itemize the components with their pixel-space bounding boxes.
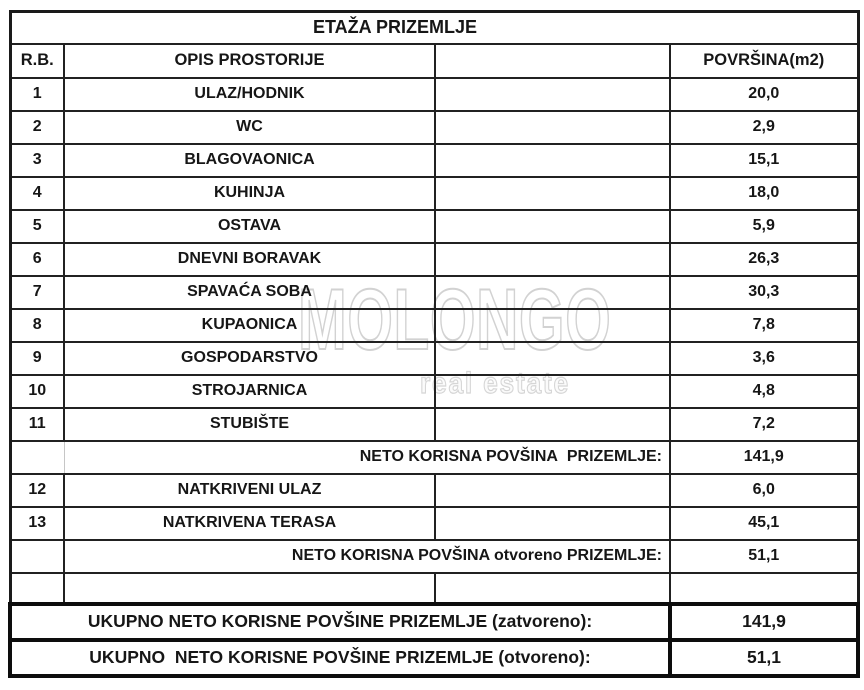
spacer-cell	[435, 342, 670, 375]
table-header-row	[10, 44, 858, 78]
rb-cell: 13	[10, 507, 64, 540]
table-row-item	[10, 276, 858, 309]
table-row-subtotal	[10, 441, 858, 474]
spacer-cell	[435, 507, 670, 540]
room-label-cell: NATKRIVENA TERASA	[64, 507, 435, 540]
subtotal-label-cell: NETO KORISNA POVŠINA PRIZEMLJE:	[64, 441, 670, 474]
header-spacer	[435, 44, 670, 78]
watermark-logo: MOLONGO	[298, 272, 612, 368]
room-label-cell: ULAZ/HODNIK	[64, 78, 435, 111]
room-label-cell: WC	[64, 111, 435, 144]
table-row-item	[10, 243, 858, 276]
area-value-cell: 4,8	[670, 375, 858, 408]
area-value-cell: 45,1	[670, 507, 858, 540]
room-label-cell: KUPAONICA	[64, 309, 435, 342]
room-label-cell: OSTAVA	[64, 210, 435, 243]
area-value-cell: 26,3	[670, 243, 858, 276]
spacer-cell	[435, 177, 670, 210]
header-opis: OPIS PROSTORIJE	[64, 44, 435, 78]
rb-cell: 10	[10, 375, 64, 408]
table-title-row	[10, 12, 858, 44]
watermark-subtitle: real estate	[420, 367, 570, 400]
rb-cell: 4	[10, 177, 64, 210]
empty-cell	[64, 573, 435, 604]
area-value-cell: 15,1	[670, 144, 858, 177]
rb-cell: 2	[10, 111, 64, 144]
spacer-cell	[435, 111, 670, 144]
spacer-cell	[435, 309, 670, 342]
table-row-total	[10, 640, 858, 676]
room-label-cell: NATKRIVENI ULAZ	[64, 474, 435, 507]
spacer-cell	[435, 375, 670, 408]
table-row-item	[10, 78, 858, 111]
area-value-cell: 20,0	[670, 78, 858, 111]
table-row-total	[10, 604, 858, 640]
subtotal-label-cell: NETO KORISNA POVŠINA otvoreno PRIZEMLJE:	[64, 540, 670, 573]
area-value-cell: 2,9	[670, 111, 858, 144]
area-value-cell: 7,8	[670, 309, 858, 342]
table-title: ETAŽA PRIZEMLJE	[10, 12, 858, 44]
rb-cell: 11	[10, 408, 64, 441]
subtotal-value-cell: 141,9	[670, 441, 858, 474]
total-label-cell: UKUPNO NETO KORISNE POVŠINE PRIZEMLJE (zatvoreno):	[10, 604, 670, 640]
spacer-cell	[435, 210, 670, 243]
table-row-item	[10, 375, 858, 408]
header-rb: R.B.	[10, 44, 64, 78]
total-label-cell: UKUPNO NETO KORISNE POVŠINE PRIZEMLJE (otvoreno):	[10, 640, 670, 676]
empty-cell	[435, 573, 670, 604]
rb-cell: 12	[10, 474, 64, 507]
area-value-cell: 3,6	[670, 342, 858, 375]
table-row-item	[10, 507, 858, 540]
rb-cell	[10, 540, 64, 573]
area-value-cell: 7,2	[670, 408, 858, 441]
area-value-cell: 5,9	[670, 210, 858, 243]
room-label-cell: STROJARNICA	[64, 375, 435, 408]
rb-cell: 1	[10, 78, 64, 111]
rb-cell: 5	[10, 210, 64, 243]
table-row-item	[10, 309, 858, 342]
rb-cell	[10, 441, 64, 474]
area-value-cell: 6,0	[670, 474, 858, 507]
table-row-empty	[10, 573, 858, 604]
rb-cell: 8	[10, 309, 64, 342]
room-label-cell: SPAVAĆA SOBA	[64, 276, 435, 309]
table-row-item	[10, 144, 858, 177]
floor-area-table-body	[10, 12, 858, 676]
room-label-cell: DNEVNI BORAVAK	[64, 243, 435, 276]
room-label-cell: STUBIŠTE	[64, 408, 435, 441]
table-row-item	[10, 342, 858, 375]
header-povrsina: POVRŠINA(m2)	[670, 44, 858, 78]
table-row-item	[10, 474, 858, 507]
table-row-item	[10, 210, 858, 243]
area-value-cell: 18,0	[670, 177, 858, 210]
rb-cell: 6	[10, 243, 64, 276]
spacer-cell	[435, 276, 670, 309]
rb-cell: 9	[10, 342, 64, 375]
spacer-cell	[435, 243, 670, 276]
spacer-cell	[435, 144, 670, 177]
table-row-item	[10, 177, 858, 210]
room-label-cell: KUHINJA	[64, 177, 435, 210]
room-label-cell: GOSPODARSTVO	[64, 342, 435, 375]
spacer-cell	[435, 78, 670, 111]
table-row-item	[10, 408, 858, 441]
rb-cell: 7	[10, 276, 64, 309]
subtotal-value-cell: 51,1	[670, 540, 858, 573]
rb-cell	[10, 573, 64, 604]
rb-cell: 3	[10, 144, 64, 177]
table-row-item	[10, 111, 858, 144]
spacer-cell	[435, 408, 670, 441]
spacer-cell	[435, 474, 670, 507]
total-value-cell: 51,1	[670, 640, 858, 676]
table-row-subtotal	[10, 540, 858, 573]
empty-cell	[670, 573, 858, 604]
total-value-cell: 141,9	[670, 604, 858, 640]
floor-area-table	[8, 10, 860, 678]
area-value-cell: 30,3	[670, 276, 858, 309]
room-label-cell: BLAGOVAONICA	[64, 144, 435, 177]
